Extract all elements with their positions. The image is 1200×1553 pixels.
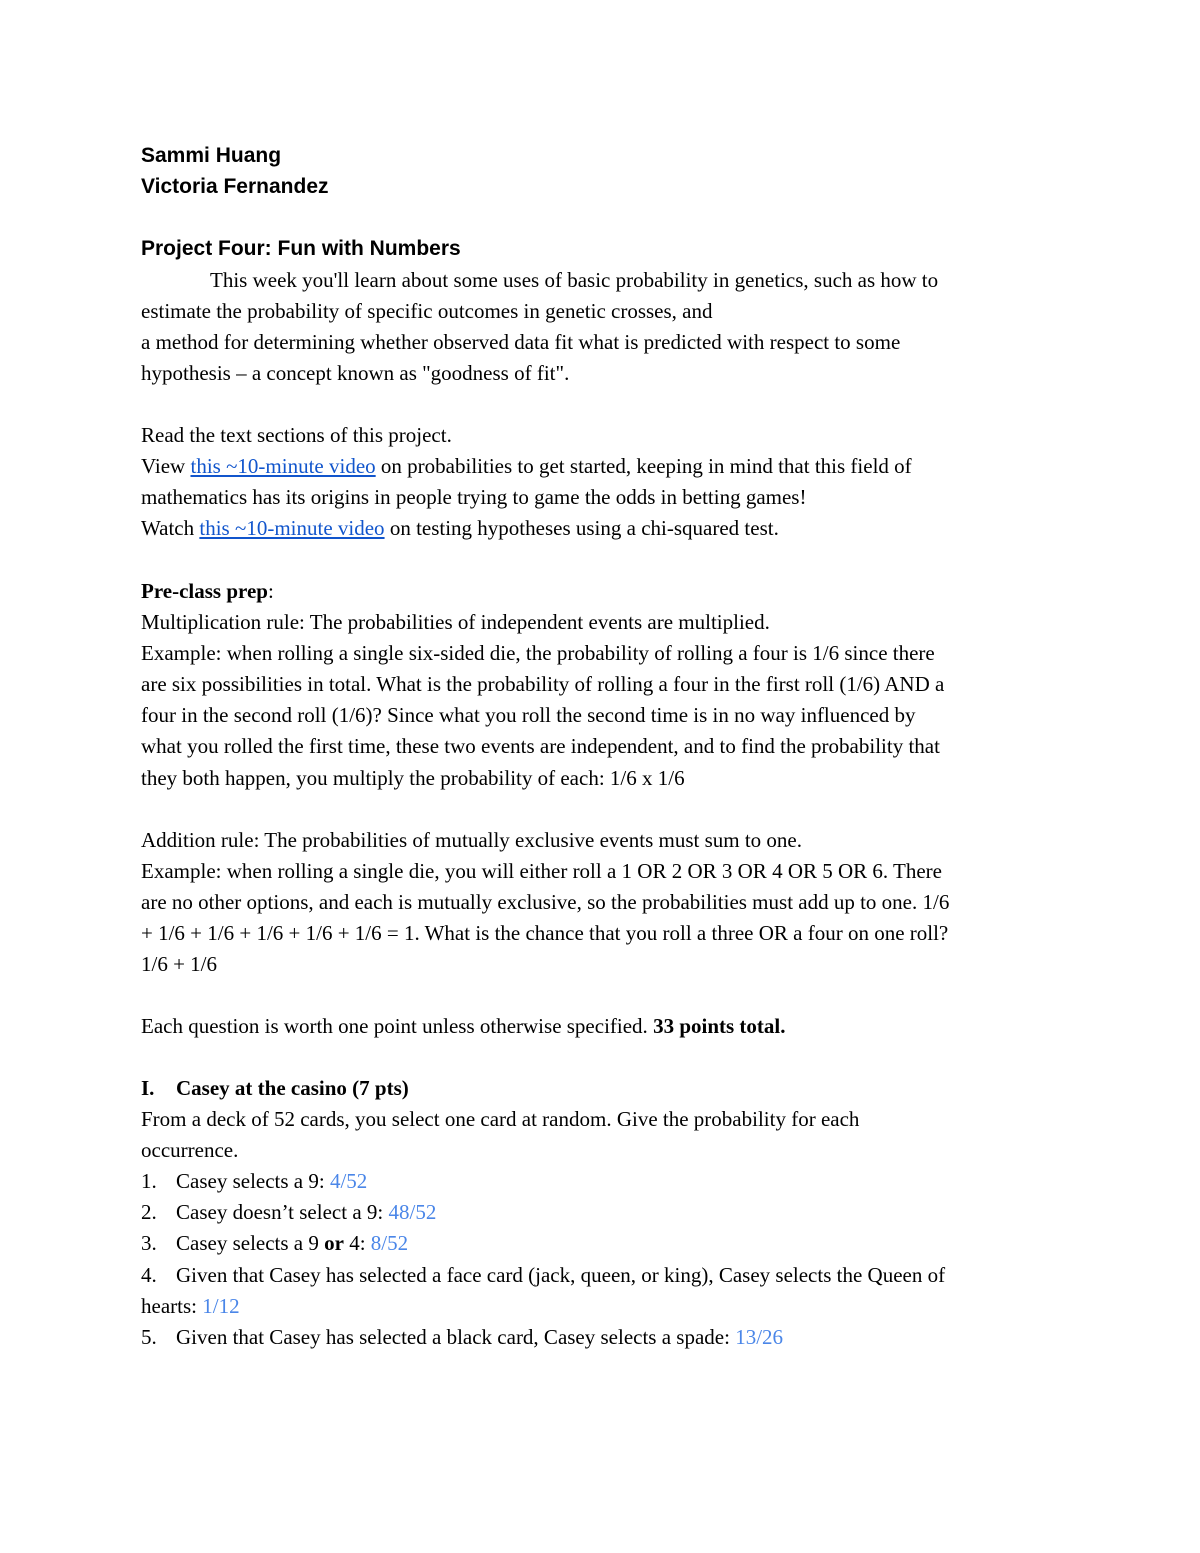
question-text: Casey selects a 9: — [176, 1169, 330, 1194]
instructions — [141, 420, 1061, 544]
section-casey-casino — [141, 1073, 1061, 1353]
answer-value: 13/26 — [735, 1324, 784, 1349]
addition-example-line: are no other options, and each is mutually exclusive, so the probabilities must add up to one. 1/6 — [141, 889, 950, 914]
question-2 — [141, 1197, 1061, 1228]
section-numeral: I. — [141, 1076, 155, 1100]
answer-value: 48/52 — [388, 1200, 437, 1225]
intro-line: estimate the probability of specific outcomes in genetic crosses, and — [141, 299, 713, 324]
question-text: Given that Casey has selected a face card (jack, queen, or king), Casey selects the Queen of — [176, 1262, 946, 1287]
question-number: 1. — [141, 1169, 157, 1194]
read-instruction: Read the text sections of this project. — [141, 423, 452, 447]
pre-class-prep — [141, 576, 1061, 1042]
question-text: Casey selects a 9 — [176, 1231, 325, 1256]
multiplication-example-line: Example: when rolling a single six-sided die, the probability of rolling a four is 1/6 since there — [141, 641, 935, 666]
multiplication-example-line: four in the second roll (1/6)? Since what you roll the second time is in no way influenced by — [141, 703, 916, 728]
points-total: 33 points total. — [653, 1014, 786, 1039]
author-name: Victoria Fernandez — [141, 175, 329, 198]
section-intro-line: occurrence. — [141, 1138, 239, 1163]
points-text: Each question is worth one point unless otherwise specified. — [141, 1014, 654, 1039]
probability-video-link[interactable]: this ~10-minute video — [190, 454, 376, 479]
prep-heading-text: Pre-class prep — [141, 579, 268, 603]
question-text: Casey doesn’t select a 9: — [176, 1200, 389, 1225]
watch-instruction — [141, 513, 1061, 544]
question-text: hearts: — [141, 1293, 203, 1318]
question-1 — [141, 1166, 1061, 1197]
question-text: 4: — [343, 1231, 371, 1256]
answer-value: 8/52 — [370, 1231, 409, 1256]
multiplication-example-line: are six possibilities in total. What is the probability of rolling a four in the first roll (1/6) AND a — [141, 672, 945, 697]
intro-line: a method for determining whether observed data fit what is predicted with respect to some — [141, 330, 901, 355]
intro-line: hypothesis – a concept known as "goodness of fit". — [141, 361, 570, 386]
question-text-bold: or — [324, 1231, 344, 1256]
question-text: Given that Casey has selected a black card, Casey selects a spade: — [176, 1324, 736, 1349]
document-title: Project Four: Fun with Numbers — [141, 237, 461, 260]
prep-heading-colon: : — [267, 579, 274, 603]
chi-squared-video-link[interactable]: this ~10-minute video — [199, 516, 385, 541]
answer-value: 1/12 — [202, 1293, 240, 1318]
answer-value: 4/52 — [329, 1169, 368, 1194]
addition-example-line: 1/6 + 1/6 — [141, 952, 218, 977]
addition-example-line: + 1/6 + 1/6 + 1/6 + 1/6 + 1/6 = 1. What is the chance that you roll a three OR a four on one roll? — [141, 921, 949, 946]
multiplication-rule: Multiplication rule: The probabilities of independent events are multiplied. — [141, 610, 770, 635]
intro-line: This week you'll learn about some uses of basic probability in genetics, such as how to — [210, 268, 939, 292]
author-name: Sammi Huang — [141, 144, 282, 167]
question-4 — [141, 1260, 1061, 1291]
spacer — [141, 794, 1061, 825]
addition-rule: Addition rule: The probabilities of mutually exclusive events must sum to one. — [141, 827, 803, 852]
view-instruction-cont: mathematics has its origins in people trying to game the odds in betting games! — [141, 485, 807, 510]
intro-paragraph — [141, 265, 1061, 389]
spacer — [141, 980, 1061, 1011]
view-suffix: on probabilities to get started, keeping in mind that this field of — [375, 454, 912, 479]
question-4-cont — [141, 1291, 1061, 1322]
question-5 — [141, 1322, 1061, 1353]
view-instruction — [141, 451, 1061, 482]
question-number: 5. — [141, 1324, 157, 1349]
section-heading-text: Casey at the casino (7 pts) — [176, 1076, 409, 1100]
watch-suffix: on testing hypotheses using a chi-squared test. — [384, 516, 779, 541]
question-number: 2. — [141, 1200, 157, 1225]
addition-example-line: Example: when rolling a single die, you will either roll a 1 OR 2 OR 3 OR 4 OR 5 OR 6. There — [141, 858, 942, 883]
question-3 — [141, 1228, 1061, 1259]
section-heading — [141, 1073, 1061, 1104]
question-number: 4. — [141, 1262, 157, 1287]
multiplication-example-line: what you rolled the first time, these two events are independent, and to find the probability that — [141, 734, 940, 759]
question-number: 3. — [141, 1231, 157, 1256]
section-intro-line: From a deck of 52 cards, you select one card at random. Give the probability for each — [141, 1107, 860, 1132]
prep-heading — [141, 576, 1061, 607]
points-note — [141, 1011, 1061, 1042]
multiplication-example-line: they both happen, you multiply the probability of each: 1/6 x 1/6 — [141, 765, 685, 790]
watch-prefix: Watch — [141, 516, 200, 541]
view-prefix: View — [141, 454, 191, 479]
